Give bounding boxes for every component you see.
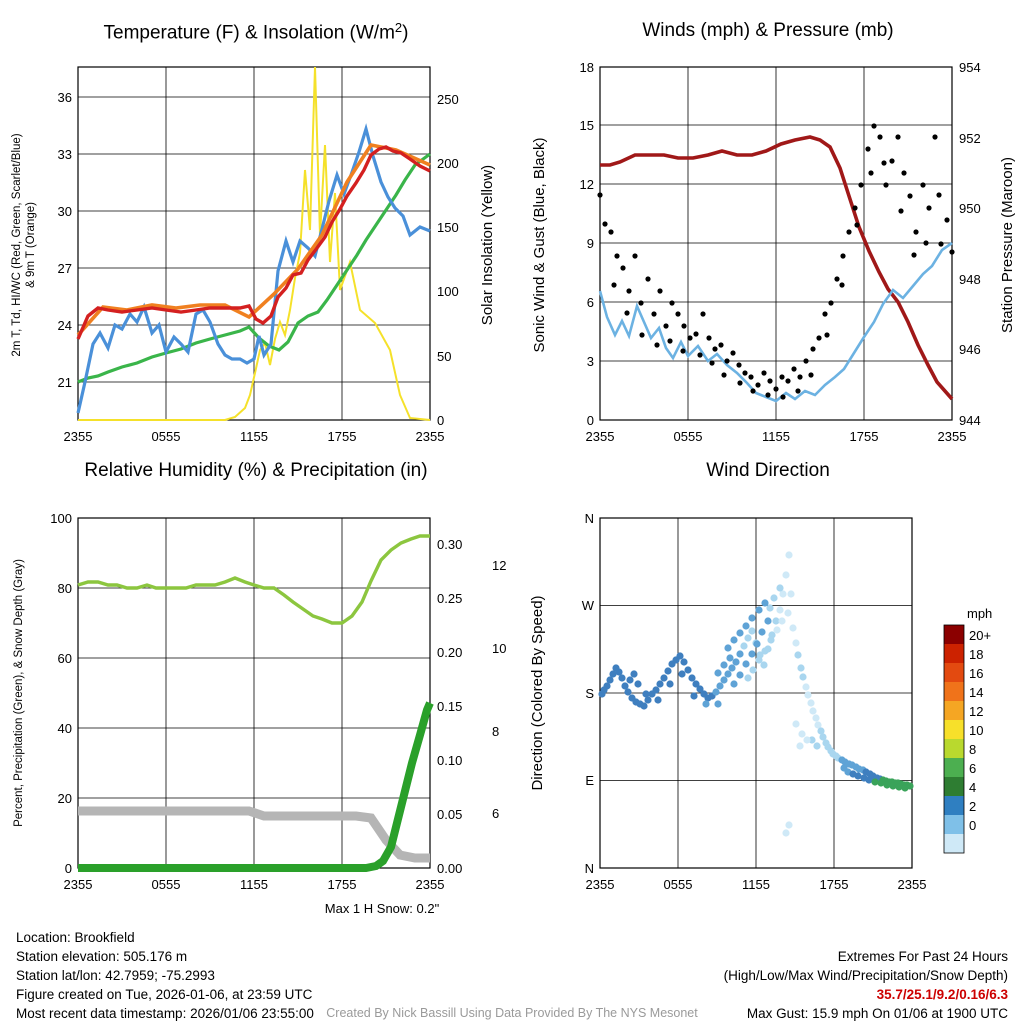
svg-text:946: 946 <box>959 342 981 357</box>
svg-text:954: 954 <box>959 60 981 75</box>
svg-text:9: 9 <box>586 236 594 251</box>
svg-text:8: 8 <box>492 724 500 739</box>
panel-humidity <box>0 450 512 916</box>
svg-text:60: 60 <box>57 651 72 666</box>
wind-ylabel-right: Station Pressure (Maroon) <box>999 157 1016 333</box>
colorbar <box>944 625 964 853</box>
svg-text:3: 3 <box>586 354 594 369</box>
panel-temperature <box>0 0 512 450</box>
svg-text:33: 33 <box>57 147 72 162</box>
svg-text:16: 16 <box>969 666 984 681</box>
winds-title: Winds (mph) & Pressure (mb) <box>642 20 894 41</box>
temp-ylabel-right: Solar Insolation (Yellow) <box>479 164 496 326</box>
svg-text:15: 15 <box>579 118 594 133</box>
svg-text:80: 80 <box>57 581 72 596</box>
rh-snow-note: Max 1 H Snow: 0.2" <box>324 901 440 916</box>
rh-ylabel: Percent, Precipitation (Green), & Snow Depth (Gray) <box>13 559 25 827</box>
extremes-subheading: (High/Low/Max Wind/Precipitation/Snow Depth) <box>723 968 1008 983</box>
extremes-heading: Extremes For Past 24 Hours <box>837 949 1008 964</box>
svg-text:1155: 1155 <box>762 429 790 444</box>
svg-text:4: 4 <box>969 780 977 795</box>
temperature-plot <box>0 45 512 455</box>
svg-text:0.20: 0.20 <box>437 645 463 660</box>
svg-text:12: 12 <box>579 177 594 192</box>
svg-text:24: 24 <box>57 318 72 333</box>
svg-text:W: W <box>581 598 594 613</box>
svg-text:100: 100 <box>50 511 72 526</box>
extremes-max-gust: Max Gust: 15.9 mph On 01/06 at 1900 UTC <box>746 1006 1008 1021</box>
temp-ytick-right: 0 <box>437 413 445 428</box>
humidity-plot <box>0 488 512 938</box>
svg-text:1755: 1755 <box>849 429 879 444</box>
temp-ylabel-2: & 9m T (Orange) <box>25 202 37 288</box>
svg-text:100: 100 <box>437 284 459 299</box>
svg-text:0.10: 0.10 <box>437 753 463 768</box>
svg-text:150: 150 <box>437 220 459 235</box>
extremes-values: 35.7/25.1/9.2/0.16/6.3 <box>876 987 1008 1002</box>
svg-text:1155: 1155 <box>240 877 268 892</box>
svg-text:40: 40 <box>57 721 72 736</box>
svg-text:2355: 2355 <box>415 429 445 444</box>
temp-xtick: 2355 <box>63 429 93 444</box>
wind-direction-title: Wind Direction <box>706 460 830 481</box>
rh-ytick-left: 0 <box>64 861 72 876</box>
dir-xtick: 2355 <box>585 877 615 892</box>
svg-text:18: 18 <box>579 60 594 75</box>
credit-line: Created By Nick Bassill Using Data Provided By The NYS Mesonet <box>326 1006 698 1020</box>
temp-ylabel-1: 2m T, Td, HI/WC (Red, Green, Scarlet/Blue) <box>11 133 23 357</box>
svg-text:250: 250 <box>437 92 459 107</box>
wind-xtick: 2355 <box>585 429 615 444</box>
svg-text:0.30: 0.30 <box>437 537 463 552</box>
winds-plot <box>512 45 1024 455</box>
svg-text:S: S <box>585 686 594 701</box>
svg-text:14: 14 <box>969 685 984 700</box>
rh-ytick-far-right: 6 <box>492 806 500 821</box>
svg-text:18: 18 <box>969 647 984 662</box>
dir-ytick: N <box>584 511 594 526</box>
legend-tick: 20+ <box>969 628 992 643</box>
footer-elevation: Station elevation: 505.176 m <box>16 949 188 964</box>
svg-text:0: 0 <box>969 818 977 833</box>
svg-text:1755: 1755 <box>327 877 357 892</box>
temp-ytick-left: 21 <box>57 375 72 390</box>
panel-wind-direction <box>512 450 1024 910</box>
footer-location: Location: Brookfield <box>16 930 135 945</box>
svg-text:8: 8 <box>969 742 977 757</box>
svg-text:200: 200 <box>437 156 459 171</box>
svg-text:36: 36 <box>57 90 72 105</box>
dir-ylabel: Direction (Colored By Speed) <box>529 595 546 791</box>
legend-title: mph <box>967 606 993 621</box>
svg-text:30: 30 <box>57 204 72 219</box>
svg-text:10: 10 <box>969 723 984 738</box>
svg-text:948: 948 <box>959 272 981 287</box>
wind-ytick-right: 944 <box>959 413 981 428</box>
wind-ylabel-left: Sonic Wind & Gust (Blue, Black) <box>531 137 548 353</box>
svg-text:1155: 1155 <box>240 429 268 444</box>
svg-text:0555: 0555 <box>151 877 181 892</box>
svg-text:20: 20 <box>57 791 72 806</box>
svg-text:952: 952 <box>959 131 981 146</box>
svg-text:0.25: 0.25 <box>437 591 463 606</box>
svg-text:12: 12 <box>969 704 984 719</box>
svg-text:6: 6 <box>969 761 977 776</box>
svg-text:2355: 2355 <box>415 877 445 892</box>
svg-text:10: 10 <box>492 641 507 656</box>
svg-text:0555: 0555 <box>663 877 693 892</box>
wind-ytick-left: 0 <box>586 413 594 428</box>
footer-timestamp: Most recent data timestamp: 2026/01/06 23:55:00 <box>16 1006 314 1021</box>
footer-latlon: Station lat/lon: 42.7959; -75.2993 <box>16 968 215 983</box>
svg-text:0.05: 0.05 <box>437 807 463 822</box>
rh-xtick: 2355 <box>63 877 93 892</box>
svg-text:0555: 0555 <box>673 429 703 444</box>
panel-winds <box>512 0 1024 450</box>
svg-text:12: 12 <box>492 558 507 573</box>
wind-direction-plot <box>512 488 1024 938</box>
temperature-title: Temperature (F) & Insolation $(W/m^2)$ <box>103 20 409 44</box>
svg-text:2: 2 <box>969 799 977 814</box>
humidity-title: Relative Humidity (%) & Precipitation (in) <box>84 460 428 481</box>
svg-text:1755: 1755 <box>819 877 849 892</box>
svg-text:0.15: 0.15 <box>437 699 463 714</box>
svg-text:2355: 2355 <box>937 429 967 444</box>
svg-text:50: 50 <box>437 349 452 364</box>
svg-text:6: 6 <box>586 295 594 310</box>
svg-text:950: 950 <box>959 201 981 216</box>
svg-text:E: E <box>585 773 594 788</box>
svg-text:27: 27 <box>57 261 72 276</box>
rh-ytick-right: 0.00 <box>437 861 463 876</box>
svg-text:N: N <box>584 861 594 876</box>
svg-text:2355: 2355 <box>897 877 927 892</box>
svg-text:1755: 1755 <box>327 429 357 444</box>
svg-text:1155: 1155 <box>742 877 770 892</box>
svg-text:0555: 0555 <box>151 429 181 444</box>
footer-created: Figure created on Tue, 2026-01-06, at 23:59 UTC <box>16 987 313 1002</box>
